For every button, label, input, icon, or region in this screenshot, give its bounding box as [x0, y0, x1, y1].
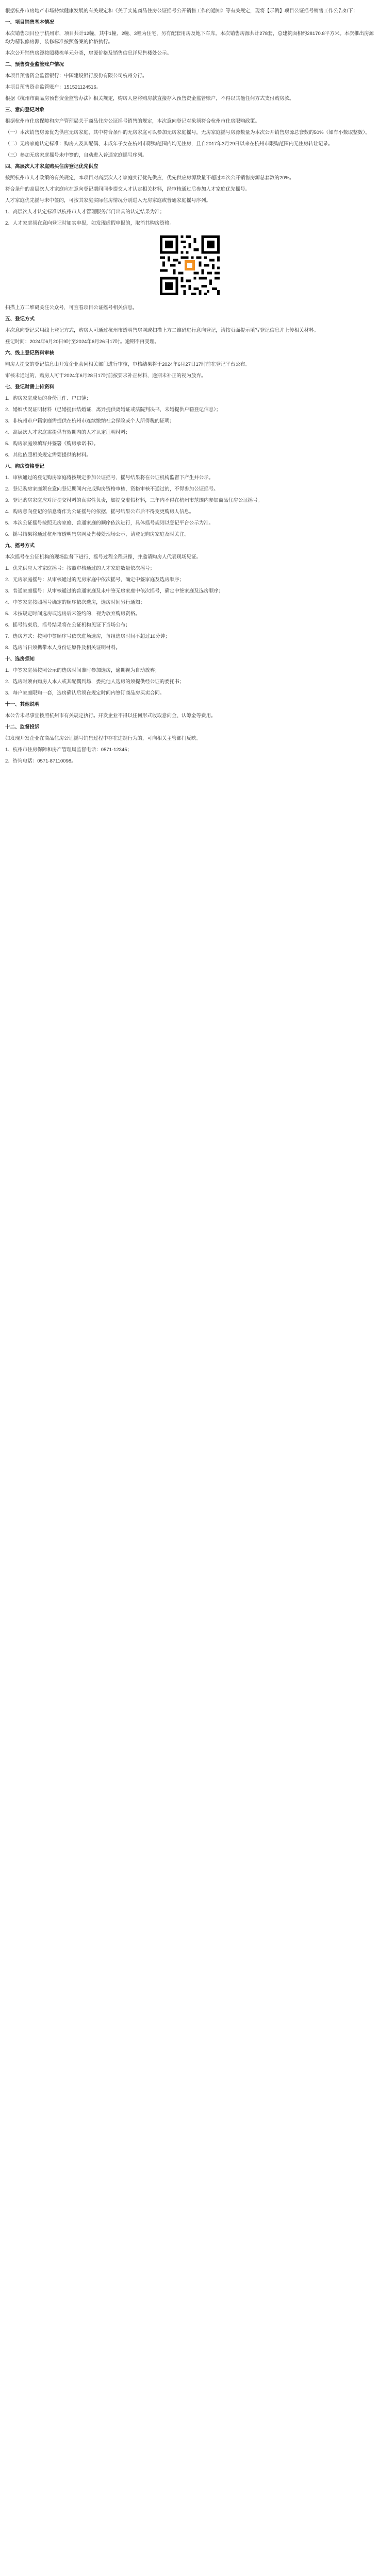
section-paragraph: 人才家庭优先摇号未中签的，可按其家庭实际住房情况分别进入无房家庭或普通家庭摇号序列。 — [5, 198, 211, 204]
section-heading: 三、意向登记对象 — [5, 107, 45, 113]
section-heading: 一、项目销售基本情况 — [5, 20, 55, 25]
section-paragraph: 本次公开销售房源按照楼栋单元分类，房源价格及销售信息详见售楼处公示。 — [5, 50, 172, 56]
announcement-section — [5, 655, 374, 698]
section-paragraph: 1、中签家庭须按照公示的选房时间准时参加选房，逾期视为自动放弃； — [5, 668, 160, 673]
section-paragraph: 1、审核通过的登记购房家庭将按规定参加公证摇号，摇号结果将在公证机构监督下产生并公示。 — [5, 475, 214, 481]
section-paragraph: 8、选房当日须携带本人身份证原件及相关证明材料。 — [5, 645, 121, 651]
section-paragraph: 1、杭州市住房保障和房产管理局监督电话：0571-12345； — [5, 747, 132, 753]
section-paragraph: 6、其他依照相关规定需要提供的材料。 — [5, 452, 91, 458]
announcement-section — [5, 163, 374, 228]
section-paragraph: 审核未通过的，购房人可于2024年6月28日17时前按要求补正材料，逾期未补正的视为放弃。 — [5, 373, 206, 379]
section-paragraph: 本次销售项目位于杭州市，项目共计12幢，其中1幢、2幢、3幢为住宅，另有配套用房及地下车库。本次销售房源共计278套，总建筑面积约28170.8平方米。本次推出房源均为精装修房源，装修标准按照备案的价格执行。 — [5, 31, 374, 45]
section-heading: 五、登记方式 — [5, 316, 35, 322]
section-paragraph: 购房人提交的登记信息由开发企业会同相关部门进行审核，审核结果将于2024年6月27日17时前在登记平台公布。 — [5, 362, 251, 367]
section-paragraph: 符合条件的高层次人才家庭应在意向登记期间同步提交人才认定相关材料，经审核通过后参加人才家庭优先摇号。 — [5, 187, 251, 192]
section-paragraph: 本次意向登记采用线上登记方式，购房人可通过杭州市透明售房网或扫描上方二维码进行意向登记，请按页面提示填写登记信息并上传相关材料。 — [5, 328, 319, 333]
section-paragraph: 3、非杭州市户籍家庭需提供在杭州市连续缴纳社会保险或个人所得税的证明； — [5, 418, 175, 424]
announcement-section — [5, 106, 374, 160]
section-paragraph: 按照杭州市人才政策的有关规定，本项目对高层次人才家庭实行优先供应，优先供应房源数量不超过本次公开销售房源总套数的20%。 — [5, 175, 294, 181]
section-heading: 十二、监督投诉 — [5, 724, 40, 730]
announcement-section — [5, 61, 374, 103]
section-paragraph: 2、登记购房家庭须在意向登记期间内完成购房资格审核，资格审核不通过的，不得参加公证摇号。 — [5, 486, 219, 492]
section-heading: 二、预售资金监管账户情况 — [5, 62, 64, 67]
section-paragraph: 5、购房家庭须填写并签署《购房承诺书》。 — [5, 441, 99, 447]
qr-code-graphic — [157, 233, 222, 298]
announcement-section — [5, 383, 374, 460]
section-paragraph: 2、婚姻状况证明材料（已婚提供结婚证，离异提供离婚证或法院判决书，未婚提供户籍登记信息）； — [5, 407, 221, 413]
section-paragraph: 4、高层次人才家庭需提供有效期内的人才认定证明材料； — [5, 430, 130, 435]
section-paragraph: 1、高层次人才认定标准以杭州市人才管理服务部门出具的认定结果为准； — [5, 209, 165, 215]
section-paragraph: 4、中签家庭按照摇号确定的顺序依次选房，选房时间另行通知； — [5, 600, 145, 605]
sections-before-qr — [5, 19, 374, 228]
announcement-section — [5, 701, 374, 720]
section-paragraph: 2、人才家庭须在意向登记时如实申报，如发现虚假申报的，取消其购房资格。 — [5, 221, 175, 226]
section-paragraph: 2、无房家庭摇号：从审核通过的无房家庭中依次摇号，确定中签家庭及选房顺序； — [5, 577, 185, 583]
announcement-section — [5, 723, 374, 766]
section-paragraph: 5、未按规定时间选房或选房后未签约的，视为放弃购房资格。 — [5, 611, 140, 617]
section-paragraph: （二）无房家庭认定标准：购房人及其配偶、未成年子女在杭州市限购范围内均无住房，且自2017年3月29日以来在杭州市限购范围内无住房转让记录。 — [5, 141, 333, 147]
section-paragraph: 4、购房意向登记的信息将作为公证摇号的依据，摇号结果公布后不得变更购房人信息。 — [5, 509, 194, 515]
qr-caption: 扫描上方二维码关注公众号，可查看项目公证摇号相关信息。 — [5, 305, 138, 311]
section-paragraph: 本项目预售资金监管账户：151521124516。 — [5, 84, 102, 90]
section-paragraph: 1、优先供应人才家庭摇号：按照审核通过的人才家庭数量依次摇号； — [5, 566, 155, 571]
section-paragraph: 2、咨询电话：0571-87110098。 — [5, 758, 76, 764]
section-heading: 十、选房须知 — [5, 656, 35, 662]
section-heading: 四、高层次人才家庭购买住房登记优先供应 — [5, 164, 98, 170]
qr-code-image[interactable] — [157, 233, 222, 298]
announcement-section — [5, 542, 374, 652]
section-paragraph: 3、每户家庭限购一套，选房确认后须在规定时间内签订商品房买卖合同。 — [5, 690, 165, 696]
section-paragraph: 3、普通家庭摇号：从审核通过的普通家庭及未中签无房家庭中依次摇号，确定中签家庭及选房顺序； — [5, 588, 224, 594]
section-heading: 八、购房资格登记 — [5, 464, 45, 469]
announcement-section — [5, 463, 374, 539]
section-paragraph: （一）本次销售房源优先供应无房家庭，其中符合条件的无房家庭可以参加无房家庭摇号，无房家庭摇号房源数量为本次公开销售房源总套数的50%（如有小数取整数）。 — [5, 130, 370, 135]
section-paragraph: 根据《杭州市商品房预售资金监管办法》相关规定，购房人应将购房款直接存入预售资金监管账户，不得以其他任何方式支付购房款。 — [5, 96, 294, 101]
section-paragraph: 如发现开发企业在商品住房公证摇号销售过程中存在违规行为的，可向相关主管部门反映。 — [5, 736, 202, 741]
section-paragraph: 3、登记购房家庭应对所提交材料的真实性负责，如提交虚假材料，三年内不得在杭州市范围内参加商品住房公证摇号。 — [5, 498, 263, 503]
intro-paragraph: 根据杭州市房地产市场持续健康发展的有关规定和《关于实施商品住房公证摇号公开销售工作的通知》等有关规定，现将【示例】项目公证摇号销售工作公告如下： — [5, 8, 358, 14]
section-paragraph: 本次摇号在公证机构的现场监督下进行，摇号过程全程录像，并邀请购房人代表现场见证。 — [5, 554, 202, 560]
section-heading: 十一、其他说明 — [5, 702, 40, 707]
section-paragraph: 登记时间：2024年6月20日9时至2024年6月26日17时。逾期不再受理。 — [5, 339, 159, 345]
section-heading: 七、登记时需上传资料 — [5, 384, 55, 390]
section-heading: 六、线上登记资料审核 — [5, 350, 55, 356]
section-paragraph: 5、本次公证摇号按照无房家庭、普通家庭的顺序依次进行，具体摇号规则以登记平台公示为准。 — [5, 520, 214, 526]
announcement-section — [5, 349, 374, 380]
section-heading: 九、摇号方式 — [5, 543, 35, 549]
section-paragraph: 7、选房方式：按照中签顺序号依次进场选房，每组选房时间不超过10分钟； — [5, 634, 170, 639]
section-paragraph: 6、摇号结果将通过杭州市透明售房网及售楼处现场公示，请登记购房家庭及时关注。 — [5, 532, 189, 537]
section-paragraph: 本项目预售资金监管银行：中国建设银行股份有限公司杭州分行。 — [5, 73, 147, 79]
announcement-section — [5, 315, 374, 346]
section-paragraph: 6、摇号结束后，摇号结果将在公证机构见证下当场公布； — [5, 622, 130, 628]
section-paragraph: 2、选房时须由购房人本人或其配偶到场，委托他人选房的须提供经公证的委托书； — [5, 679, 185, 685]
qr-code-block — [5, 233, 374, 298]
section-paragraph: 本公告未尽事宜按照杭州市有关规定执行。开发企业不得以任何形式收取意向金、认筹金等费用。 — [5, 713, 216, 719]
section-paragraph: 1、购房家庭成员的身份证件、户口簿； — [5, 396, 91, 401]
announcement-section — [5, 19, 374, 58]
section-paragraph: 根据杭州市住房保障和房产管理局关于商品住房公证摇号销售的规定，本次意向登记对象须符合杭州市住房限购政策。 — [5, 118, 260, 124]
sections-after-qr — [5, 315, 374, 766]
section-paragraph: （三）参加无房家庭摇号未中签的，自动进入普通家庭摇号序列。 — [5, 152, 147, 158]
